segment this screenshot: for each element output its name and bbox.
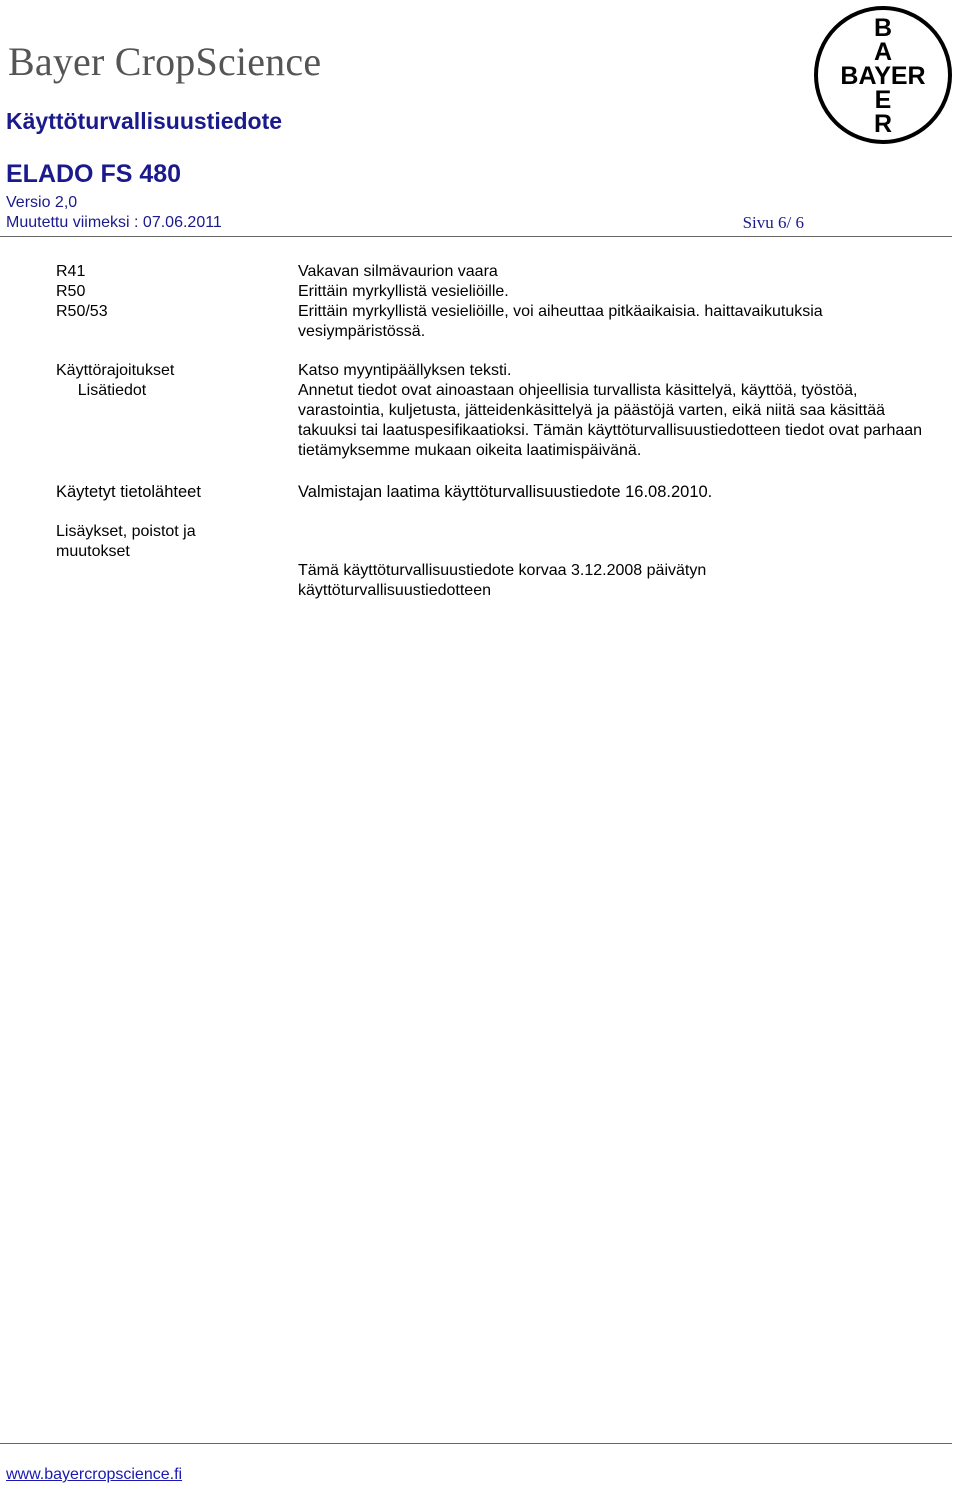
- version-label: Versio 2,0: [6, 194, 78, 211]
- changes-label: Lisäykset, poistot ja muutokset: [56, 523, 196, 560]
- logo-letter: E: [874, 86, 892, 114]
- sources-label: Käytetyt tietolähteet: [56, 483, 201, 501]
- r-phrase: Erittäin myrkyllistä vesieliöille.: [298, 283, 509, 300]
- revision-date: Muutettu viimeksi : 07.06.2011: [6, 214, 222, 231]
- footer-divider: [0, 1443, 952, 1444]
- bayer-cross-logo: [812, 4, 954, 146]
- r-phrase: Erittäin myrkyllistä vesieliöille, voi aiheuttaa pitkäaikaisia. haittavaikutuksia vesiympäristössä.: [298, 303, 823, 340]
- info-value: Annetut tiedot ovat ainoastaan ohjeellisia turvallista käsittelyä, käyttöä, työstöä, varastointia, kuljetusta, jätteidenkäsittelyä ja päästöjä varten, eikä niitä saa käsittää takuuksi tai laatuspesifikaatioksi. Tämän käyttöturvallisuustiedotteen tiedot ovat parhaan tietämyksemme mukaan oikeita laatimispäivänä.: [298, 382, 923, 459]
- r-phrase: Vakavan silmävaurion vaara: [298, 263, 498, 280]
- page-number: Sivu 6/ 6: [742, 213, 804, 232]
- logo-letter: R: [873, 110, 893, 138]
- r-code: R50/53: [56, 303, 108, 320]
- logo-letter: B: [873, 14, 893, 42]
- logo-letter: A: [873, 38, 893, 66]
- product-name: ELADO FS 480: [6, 160, 182, 188]
- brand-name: Bayer CropScience: [8, 39, 322, 84]
- r-code: R41: [56, 263, 86, 280]
- r-code: R50: [56, 283, 86, 300]
- header-divider: [0, 236, 952, 237]
- sources-value: Valmistajan laatima käyttöturvallisuustiedote 16.08.2010.: [298, 483, 713, 501]
- logo-horizontal-text: BAYER: [840, 62, 926, 90]
- document-type: Käyttöturvallisuustiedote: [6, 108, 283, 134]
- footer-website-link[interactable]: www.bayercropscience.fi: [6, 1466, 183, 1483]
- restrictions-value: Katso myyntipäällyksen teksti.: [298, 362, 512, 379]
- restrictions-label: Käyttörajoitukset: [56, 362, 175, 379]
- changes-value: Tämä käyttöturvallisuustiedote korvaa 3.12.2008 päivätyn käyttöturvallisuustiedotteen: [298, 562, 707, 599]
- info-label: Lisätiedot: [77, 382, 147, 399]
